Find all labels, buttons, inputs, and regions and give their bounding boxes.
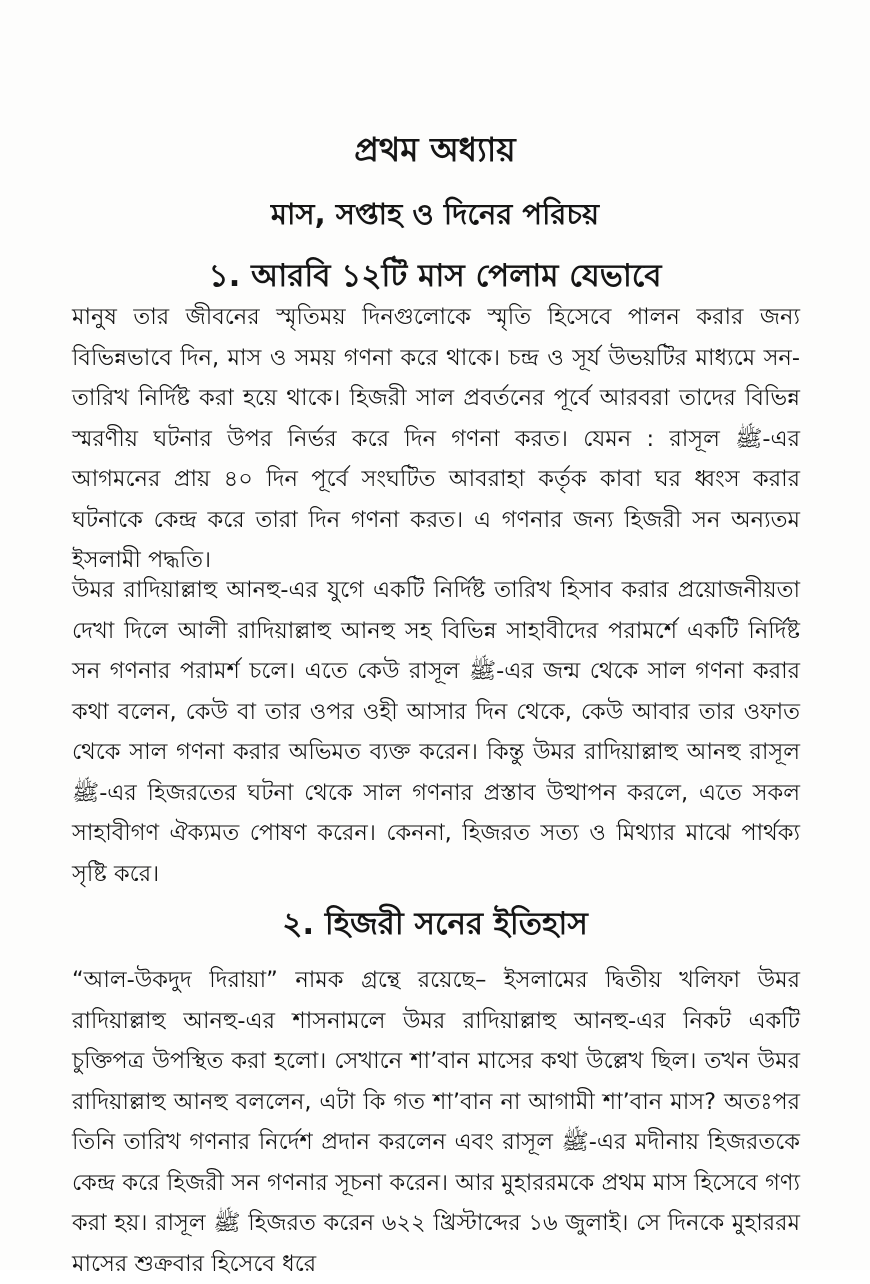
section1-paragraph-2: উমর রাদিয়াল্লাহু আনহু-এর যুগে একটি নির্দিষ্ট তারিখ হিসাব করার প্রয়োজনীয়তা দেখা দিলে আলী রাদিয়াল্লাহু আনহু সহ বিভিন্ন সাহাবীদের পরামর্শে একটি নির্দিষ্ট সন গণনার পরামর্শ চলে। এতে কেউ রাসূল ﷺ-এর জন্ম থেকে সাল গণনা করার কথা বলেন, কেউ বা তার ওপর ওহী আসার দিন থেকে, কেউ আবার তার ওফাত থেকে সাল গণনা করার অভিমত ব্যক্ত করেন। কিন্তু উমর রাদিয়াল্লাহু আনহু রাসূল ﷺ-এর হিজরতের ঘটনা থেকে সাল গণনার প্রস্তাব উত্থাপন করলে, এতে সকল সাহাবীগণ ঐক্যমত পোষণ করেন। কেননা, হিজরত সত্য ও মিথ্যার মাঝে পার্থক্য সৃষ্টি করে।	[72, 577, 801, 887]
section-heading-arabic-months: ১. আরবি ১২টি মাস পেলাম যেভাবে	[208, 258, 662, 294]
section1-paragraph-1: মানুষ তার জীবনের স্মৃতিময় দিনগুলোকে স্মৃতি হিসেবে পালন করার জন্য বিভিন্নভাবে দিন, মাস ও সময় গণনা করে থাকে। চন্দ্র ও সূর্য উভয়টির মাধ্যমে সন-তারিখ নির্দিষ্ট করা হয়ে থাকে। হিজরী সাল প্রবর্তনের পূর্বে আরবরা তাদের বিভিন্ন স্মরণীয় ঘটনার উপর নির্ভর করে দিন গণনা করত। যেমন : রাসূল ﷺ-এর আগমনের প্রায় ৪০ দিন পূর্বে সংঘটিত আবরাহা কর্তৃক কাবা ঘর ধ্বংস করার ঘটনাকে কেন্দ্র করে তারা দিন গণনা করত। এ গণনার জন্য হিজরী সন অন্যতম ইসলামী পদ্ধতি।	[72, 304, 800, 573]
chapter-title: প্রথম অধ্যায়	[354, 130, 516, 169]
section-heading-hijri-history: ২. হিজরী সনের ইতিহাস	[282, 906, 588, 942]
chapter-subtitle: মাস, সপ্তাহ ও দিনের পরিচয়	[270, 197, 600, 231]
section2-paragraph-1: “আল-উকদুদ দিরায়া” নামক গ্রন্থে রয়েছে– ইসলামের দ্বিতীয় খলিফা উমর রাদিয়াল্লাহু আনহু-এর শাসনামলে উমর রাদিয়াল্লাহু আনহু-এর নিকট একটি চুক্তিপত্র উপস্থিত করা হলো। সেখানে শা’বান মাসের কথা উল্লেখ ছিল। তখন উমর রাদিয়াল্লাহু আনহু বললেন, এটা কি গত শা’বান না আগামী শা’বান মাস? অতঃপর তিনি তারিখ গণনার নির্দেশ প্রদান করলেন এবং রাসূল ﷺ-এর মদীনায় হিজরতকে কেন্দ্র করে হিজরী সন গণনার সূচনা করেন। আর মুহাররমকে প্রথম মাস হিসেবে গণ্য করা হয়। রাসূল ﷺ হিজরত করেন ৬২২ খ্রিস্টাব্দের ১৬ জুলাই। সে দিনকে মুহাররম মাসের শুক্রবার হিসেবে ধরে	[72, 967, 801, 1277]
